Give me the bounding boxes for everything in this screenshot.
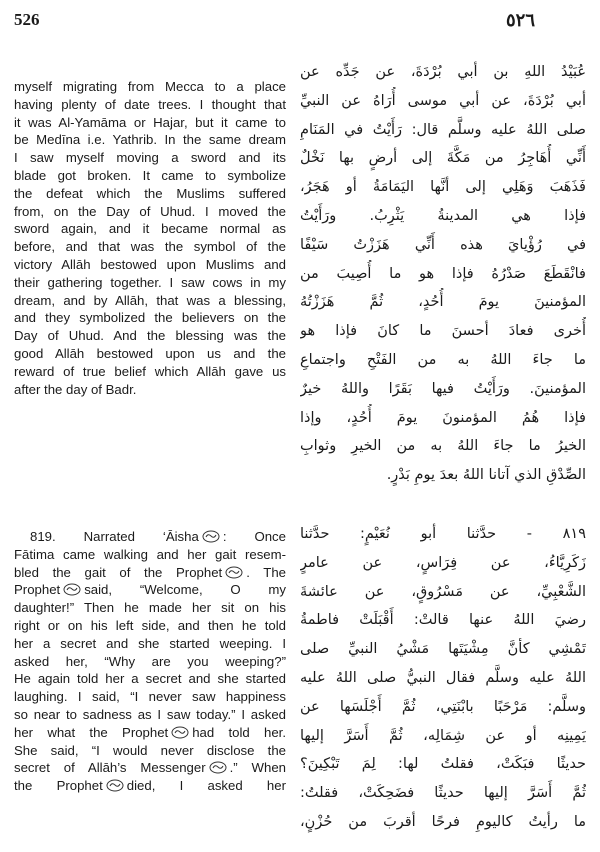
- arabic-line: في رُؤْيايَ هذه أَنِّي هَزَزْتُ سَيْفًا: [300, 236, 586, 253]
- arabic-line: ٨١٩ - حدَّثنا أبو نُعَيْمٍ: حدَّثنا: [300, 526, 586, 542]
- text-segment: bled the gait of the Prophet: [14, 564, 223, 580]
- text-segment: .” When: [229, 760, 286, 776]
- english-passage-top: [14, 78, 286, 398]
- arabic-line: أبي بُرْدَةَ، عن أبي موسى أُرَاهُ عن النبيِّ: [300, 92, 586, 109]
- honorific-seal-icon: [106, 779, 124, 792]
- page-number-arabic: ٥٢٦: [506, 10, 536, 30]
- arabic-line: فإذا هُمُ المؤمنونَ يومَ أُحُدٍ، وإذا: [300, 409, 586, 426]
- honorific-seal-icon: [171, 726, 189, 739]
- text-line: He again told her a secret and she started: [14, 671, 286, 687]
- text-segment: 819. Narrated ‘Āisha: [30, 529, 199, 544]
- arabic-line: تَمْشِي كأنَّ مِشْيَتَها مَشْيُ النبيِّ صلى: [300, 641, 586, 658]
- text-line: victory Allāh bestowed upon Muslims and: [14, 256, 286, 272]
- honorific-seal-icon: [209, 761, 227, 774]
- text-line: their gathering together. I saw cows in my: [14, 274, 286, 290]
- text-segment: her what the Prophet: [14, 724, 169, 740]
- text-line: Day of Uhud. And the blessing was the: [14, 328, 286, 344]
- text-segment: said, “Welcome, O my: [84, 582, 286, 598]
- text-line: right or on his left side, and then he told: [14, 617, 286, 633]
- arabic-line: اللهُ عليه وسلَّم فقال النبيُّ صلى اللهُ عليه: [300, 669, 586, 686]
- arabic-line: الخيرُ ما جاءَ اللهُ به من الخيرِ وثوابِ: [300, 438, 586, 455]
- text-line: having plenty of date trees. I thought that: [14, 96, 286, 112]
- text-line: and they symbolized the believers on the: [14, 310, 286, 326]
- arabic-line: وسلَّم: مَرْحَبًا بابْنَتِي، ثُمَّ أَجْلَسَها عن: [300, 698, 586, 715]
- arabic-line: ما جاءَ اللهُ به من الفَتْحِ واجتماعِ: [300, 351, 586, 368]
- arabic-passage-top: [300, 58, 586, 490]
- arabic-line: أَنِّي أُهَاجِرُ من مَكَّةَ إلى أرضٍ بها نَخْلٌ: [300, 150, 586, 167]
- text-line: [14, 581, 286, 599]
- arabic-line: المؤمنينَ يومَ أُحُدٍ، ثُمَّ هَزَزْتُهُ: [300, 294, 586, 311]
- text-line: her a secret and she started weeping. I: [14, 635, 286, 651]
- page-number: 526: [14, 10, 40, 29]
- arabic-line: المؤمنينَ. ورَأَيْتُ فيها بَقَرًا واللهُ خيرٌ: [300, 380, 586, 397]
- text-line: myself migrating from Mecca to a place: [14, 79, 286, 94]
- arabic-line: ما رأيتُ كاليومِ فرحًا أقربَ من حُزْنٍ،: [300, 813, 586, 830]
- text-line: dream, and by Allāh, that was a blessing,: [14, 292, 286, 308]
- text-segment: Prophet: [14, 582, 61, 598]
- text-line: [14, 759, 286, 777]
- text-line: it was Al-Yamāma or Hajar, but it came to: [14, 114, 286, 130]
- arabic-line: الصِّدْقِ الذي آتانا اللهُ بعدَ يومِ بَدْرٍ.: [386, 467, 586, 484]
- honorific-seal-icon: [225, 566, 243, 579]
- text-line: after the day of Badr.: [14, 381, 137, 397]
- text-line: reward of true belief which Allāh gave us: [14, 363, 286, 379]
- text-line: [14, 724, 286, 742]
- arabic-line: فإذا هي المدينةُ يَثْرِبُ. ورَأَيْتُ: [300, 207, 586, 224]
- arabic-line: حديثًا فبَكَتْ، فقلتُ لها: لِمَ تَبْكِينَ؟: [300, 756, 586, 773]
- arabic-line: الشَّعْبِيِّ، عن مَسْرُوقٍ، عن عائشةَ: [300, 583, 586, 600]
- text-line: before, and that was the symbol of the: [14, 239, 286, 255]
- arabic-line: فانْقَطَعَ صَدْرُهُ فإذا هو ما أُصِيبَ من: [300, 265, 586, 282]
- text-line: I saw myself moving a sword and its: [14, 150, 286, 166]
- text-segment: secret of Allāh’s Messenger: [14, 760, 206, 776]
- text-segment: : Once: [222, 529, 286, 544]
- text-line: [14, 777, 286, 795]
- arabic-line: يَمِينِه أو عن شِمَالِه، ثُمَّ أَسَرَّ إليها: [300, 727, 586, 744]
- arabic-line: عُبَيْدُ اللهِ بن أبي بُرْدَةَ، عن جَدِّه عن: [300, 64, 586, 80]
- text-line: [14, 528, 286, 546]
- text-line: She said, “I would never disclose the: [14, 742, 286, 758]
- arabic-line: أُخرى فعادَ أحسنَ ما كانَ فإذا هو: [300, 323, 586, 340]
- text-segment: . The: [246, 564, 286, 580]
- honorific-seal-icon: [202, 530, 220, 543]
- text-line: laughing. I said, “I never saw happiness: [14, 689, 286, 705]
- arabic-line: رضيَ اللهُ عنها قالتْ: أَقْبَلَتْ فاطمةُ: [300, 612, 586, 629]
- text-line: Fātima came walking and her gait resem-: [14, 546, 286, 562]
- text-line: blade got broken. It came to symbolize: [14, 167, 286, 183]
- text-line: [14, 564, 286, 582]
- text-line: daughter!” Then he made her sit on his: [14, 600, 286, 616]
- text-line: the defeat which the Muslims suffered: [14, 185, 286, 201]
- text-line: asked her, “Why are you weeping?”: [14, 653, 286, 669]
- english-hadith-819: [14, 528, 286, 795]
- arabic-line: زَكَرِيَّاءُ، عن فِرَاسٍ، عن عامرٍ: [300, 554, 586, 571]
- arabic-line: ثُمَّ أَسَرَّ إليها حديثًا فضَحِكَتْ، فقلتُ:: [300, 785, 586, 802]
- text-line: so near to sadness as I saw today.” I asked: [14, 706, 286, 722]
- text-line: sword again, and it became normal as: [14, 221, 286, 237]
- text-line: from, on the Day of Uhud. I moved the: [14, 203, 286, 219]
- honorific-seal-icon: [63, 583, 81, 596]
- arabic-line: صلى اللهُ عليه وسلَّم قال: رَأَيْتُ في المَنَامِ: [300, 121, 586, 138]
- text-line: good Allāh bestowed upon us and the: [14, 345, 286, 361]
- text-line: be Medīna i.e. Yathrib. In the same dream: [14, 132, 286, 148]
- arabic-line: فَذَهَبَ وَهَلِي إلى أنَّها اليَمَامَةُ أو هَجَرُ،: [300, 179, 586, 196]
- arabic-hadith-819: [300, 520, 586, 837]
- text-segment: died, I asked her: [126, 778, 286, 794]
- text-segment: the Prophet: [14, 778, 103, 794]
- text-segment: had told her.: [192, 724, 286, 740]
